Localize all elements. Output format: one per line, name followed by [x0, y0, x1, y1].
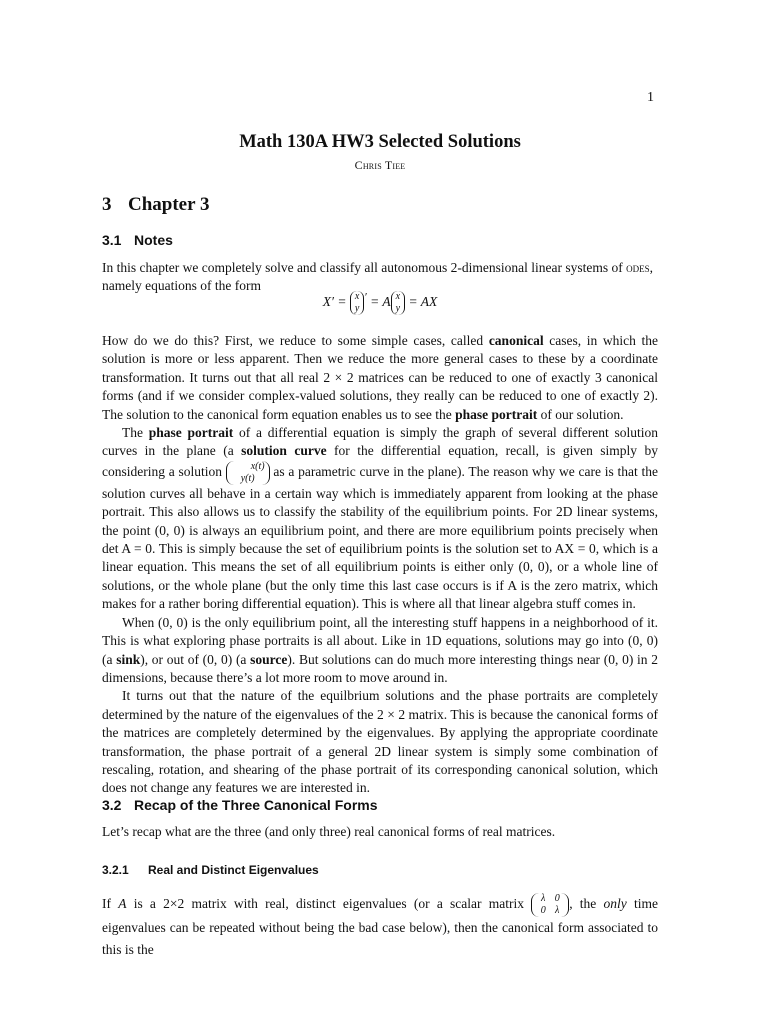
eq-rhs: = AX	[405, 294, 438, 310]
section-title: Notes	[134, 232, 173, 248]
vec-xt: x(t)	[250, 460, 265, 472]
section-heading-notes	[102, 232, 173, 248]
text: ). But solutions can do much more interesting things near (0, 0) in 2 dimensions, because there’s a lot more room to move around in.	[102, 651, 658, 685]
text: cases, in which the solution is more or less apparent. Then we reduce the more general cases to these by a coordinate transformation. It turns out that all real 2 × 2 matrices can be reduced to one of exactly 3 canonical forms (and if we consider complex-valued solutions, they really can be reduced to one of exactly 2). The solution to the canonical form equation enables us to see the	[102, 333, 659, 422]
vec-x: x	[395, 291, 401, 302]
term-sink: sink	[116, 651, 141, 667]
eq-vector-2	[391, 291, 405, 315]
term-solution-curve: solution curve	[241, 443, 327, 459]
section-title: Recap of the Three Canonical Forms	[134, 797, 378, 813]
chapter-number: 3	[102, 194, 112, 215]
body-text	[102, 332, 658, 798]
paragraph-4: It turns out that the nature of the equilbrium solutions and the phase portraits are completely determined by the nature of the eigenvalues of the 2 × 2 matrix. This is because the canonical forms of the matrices are completely determined by the eigenvalues. By applying the appropriate coordinate transformation, the phase portrait of a general 2D linear system is simply some combination of rescaling, rotation, and shearing of the phase portrait of its corresponding canonical solution, which does not change any features we are interested in.	[102, 688, 658, 796]
subsection-title: Real and Distinct Eigenvalues	[148, 863, 319, 877]
paragraph-5	[102, 893, 658, 961]
solution-vector	[226, 461, 270, 485]
paragraph-1	[102, 332, 658, 424]
text: If	[102, 896, 119, 912]
term-phase-portrait: phase portrait	[455, 406, 538, 422]
vec-yt: y(t)	[240, 472, 255, 484]
m12: 0	[554, 893, 560, 904]
eq-mid: = A	[366, 294, 391, 310]
text: , the	[569, 896, 604, 912]
section-heading-recap	[102, 797, 378, 813]
text: ), or out of (0, 0) (a	[140, 651, 251, 667]
term-canonical: canonical	[488, 333, 544, 348]
text: of a differential equation is simply the graph of several different solution curves in the plane (a	[102, 425, 658, 459]
text: is a 2×2 matrix with real, distinct eigenvalues (or a scalar matrix	[126, 896, 532, 912]
section-number: 3.2	[102, 797, 122, 813]
text: as a parametric curve in the plane). The reason why we care is that the solution curves all behave in a certain way which is immediately apparent from looking at the phase portrait. This also allows us to classify the stability of the equilibrium points. For 2D linear systems, the point (0, 0) is always an equilibrium point, and there are more equilibrium points precisely when det A = 0. This is simply because the set of equilibrium points is the solution set to AX = 0, which is a linear equation. This means the set of all equilibrium points is either only (0, 0), or a whole line of solutions, or the whole plane (but the only time this last case occurs is if A is the zero matrix, which makes for a rather boring differential equation). This is where all that linear algebra stuff comes in.	[102, 463, 658, 612]
text: time eigenvalues can be repeated without being the bad case below), then the canonical form associated to this is the	[102, 896, 658, 957]
eq-lhs: X′ =	[322, 294, 350, 310]
paragraph-5-block	[102, 893, 658, 961]
intro-text: In this chapter we completely solve and classify all autonomous 2-dimensional linear systems of	[102, 260, 627, 275]
text: When (0, 0) is the only equilibrium point, all the interesting stuff happens in a neighborhood of it. This is what exploring phase portraits is all about. Like in 1D equations, solutions may go into (0, 0) (a	[102, 614, 658, 667]
chapter-heading	[102, 194, 209, 216]
m22: λ	[555, 905, 560, 916]
math-A: A	[118, 896, 127, 912]
term-phase-portrait: phase portrait	[148, 425, 234, 441]
vec-y: y	[395, 303, 401, 314]
text: How do we do this? First, we reduce to some simple cases, called	[102, 333, 489, 348]
subsection-number: 3.2.1	[102, 863, 129, 877]
recap-paragraph	[102, 823, 658, 841]
subsection-heading	[102, 863, 319, 877]
paragraph-2	[102, 424, 658, 614]
chapter-title: Chapter 3	[128, 194, 210, 215]
document-title: Math 130A HW3 Selected Solutions	[239, 132, 521, 152]
intro-line2: namely equations of the form	[102, 278, 261, 294]
m21: 0	[540, 905, 546, 916]
paragraph-3	[102, 614, 658, 688]
intro-punct: ,	[649, 260, 654, 275]
odes-abbrev: odes	[626, 260, 650, 275]
page-number: 1	[647, 90, 654, 105]
eq-prime: ′	[364, 291, 367, 304]
text: The	[122, 425, 149, 441]
m11: λ	[541, 893, 546, 904]
text: of our solution.	[537, 406, 624, 422]
recap-text: Let’s recap what are the three (and only three) real canonical forms of real matrices.	[102, 824, 556, 839]
section-number: 3.1	[102, 232, 122, 248]
emph-only: only	[603, 896, 627, 912]
text: for the differential equation, recall, is given simply by considering a solution	[102, 443, 658, 479]
vec-x: x	[354, 291, 360, 302]
scalar-matrix	[531, 893, 569, 917]
document-author: Chris Tiee	[354, 158, 406, 172]
term-source: source	[250, 651, 288, 667]
eq-vector-1	[350, 291, 367, 315]
vec-y: y	[354, 303, 360, 314]
system-equation	[102, 291, 658, 315]
